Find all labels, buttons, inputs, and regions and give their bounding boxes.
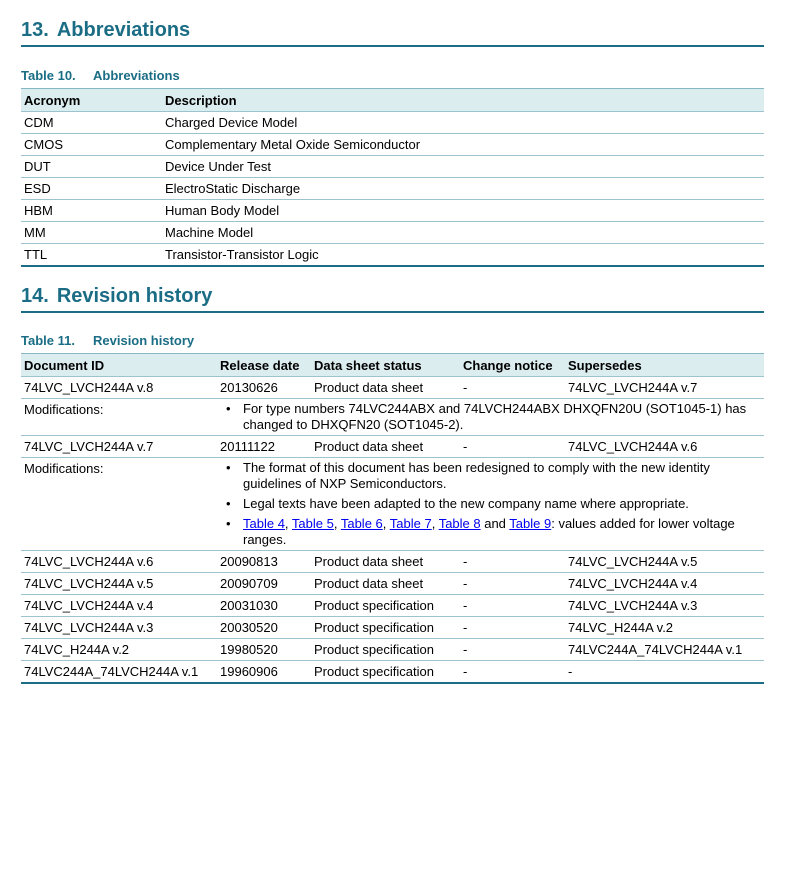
modifications-label: Modifications: (21, 458, 217, 551)
table-row (21, 156, 764, 178)
link-table-4[interactable]: Table 4 (243, 516, 285, 531)
table-row (21, 436, 764, 458)
table-row (21, 200, 764, 222)
column-header-supersedes: Supersedes (565, 354, 764, 377)
conjunction: and (480, 516, 510, 531)
document-id-cell: 74LVC_LVCH244A v.6 (21, 551, 217, 573)
acronym-cell: HBM (21, 200, 162, 222)
modification-text: Legal texts have been adapted to the new company name where appropriate. (243, 496, 689, 511)
modifications-list (220, 401, 761, 433)
section-heading-revision-history (21, 285, 764, 313)
table-title: Revision history (93, 333, 195, 348)
release-date-cell: 19980520 (217, 639, 311, 661)
table-row (21, 377, 764, 399)
status-cell: Product data sheet (311, 573, 460, 595)
abbreviations-table (21, 88, 764, 267)
release-date-cell: 19960906 (217, 661, 311, 684)
column-header-data-sheet-status: Data sheet status (311, 354, 460, 377)
column-header-release-date: Release date (217, 354, 311, 377)
acronym-cell: CDM (21, 112, 162, 134)
document-id-cell: 74LVC_LVCH244A v.4 (21, 595, 217, 617)
release-date-cell: 20090813 (217, 551, 311, 573)
document-id-cell: 74LVC_H244A v.2 (21, 639, 217, 661)
bullet-icon: • (226, 401, 231, 416)
release-date-cell: 20090709 (217, 573, 311, 595)
description-cell: Charged Device Model (162, 112, 764, 134)
table-header-row (21, 354, 764, 377)
table-row (21, 661, 764, 684)
table-number: Table 11. (21, 333, 75, 348)
change-notice-cell: - (460, 377, 565, 399)
description-cell: Human Body Model (162, 200, 764, 222)
section-number: 14. (21, 285, 49, 307)
link-table-5[interactable]: Table 5 (291, 516, 334, 531)
table-row (21, 244, 764, 267)
supersedes-cell: 74LVC_LVCH244A v.3 (565, 595, 764, 617)
release-date-cell: 20130626 (217, 377, 311, 399)
modifications-row (21, 458, 764, 551)
link-table-6[interactable]: Table 6 (340, 516, 383, 531)
supersedes-cell: 74LVC_H244A v.2 (565, 617, 764, 639)
supersedes-cell: 74LVC_LVCH244A v.5 (565, 551, 764, 573)
table-row (21, 639, 764, 661)
acronym-cell: CMOS (21, 134, 162, 156)
change-notice-cell: - (460, 573, 565, 595)
document-id-cell: 74LVC_LVCH244A v.3 (21, 617, 217, 639)
status-cell: Product specification (311, 617, 460, 639)
table-number: Table 10. (21, 68, 76, 83)
status-cell: Product specification (311, 661, 460, 684)
acronym-cell: TTL (21, 244, 162, 267)
modification-item (220, 496, 761, 512)
modification-text: The format of this document has been redesigned to comply with the new identity guidelines of NXP Semiconductors. (243, 460, 710, 491)
column-header-document-id: Document ID (21, 354, 217, 377)
table-row (21, 134, 764, 156)
modification-item (220, 401, 761, 433)
link-table-7[interactable]: Table 7 (389, 516, 432, 531)
modifications-list (220, 460, 761, 548)
table-row (21, 573, 764, 595)
bullet-icon: • (226, 460, 231, 475)
acronym-cell: DUT (21, 156, 162, 178)
bullet-icon: • (226, 496, 231, 511)
change-notice-cell: - (460, 661, 565, 684)
modifications-row (21, 399, 764, 436)
status-cell: Product specification (311, 639, 460, 661)
release-date-cell: 20031030 (217, 595, 311, 617)
acronym-cell: MM (21, 222, 162, 244)
section-title: Revision history (56, 285, 213, 307)
description-cell: Complementary Metal Oxide Semiconductor (162, 134, 764, 156)
supersedes-cell: 74LVC_LVCH244A v.7 (565, 377, 764, 399)
separator: , (333, 516, 341, 531)
column-header-acronym: Acronym (21, 89, 162, 112)
change-notice-cell: - (460, 436, 565, 458)
supersedes-cell: 74LVC_LVCH244A v.6 (565, 436, 764, 458)
release-date-cell: 20111122 (217, 436, 311, 458)
document-id-cell: 74LVC_LVCH244A v.7 (21, 436, 217, 458)
table-row (21, 112, 764, 134)
separator: , (382, 516, 390, 531)
section-number: 13. (21, 19, 49, 41)
change-notice-cell: - (460, 595, 565, 617)
link-table-9[interactable]: Table 9 (509, 516, 552, 531)
description-cell: ElectroStatic Discharge (162, 178, 764, 200)
modification-item (220, 460, 761, 492)
column-header-description: Description (162, 89, 764, 112)
separator: , (431, 516, 439, 531)
supersedes-cell: - (565, 661, 764, 684)
document-id-cell: 74LVC_LVCH244A v.8 (21, 377, 217, 399)
change-notice-cell: - (460, 617, 565, 639)
revision-history-table (21, 353, 764, 684)
modification-item (220, 516, 761, 548)
document-id-cell: 74LVC_LVCH244A v.5 (21, 573, 217, 595)
separator: , (284, 516, 292, 531)
link-table-8[interactable]: Table 8 (438, 516, 481, 531)
status-cell: Product data sheet (311, 551, 460, 573)
modifications-label: Modifications: (21, 399, 217, 436)
status-cell: Product specification (311, 595, 460, 617)
supersedes-cell: 74LVC244A_74LVCH244A v.1 (565, 639, 764, 661)
column-header-change-notice: Change notice (460, 354, 565, 377)
table-caption-revision-history (21, 333, 194, 348)
modifications-cell (217, 458, 764, 551)
table-row (21, 222, 764, 244)
table-row (21, 595, 764, 617)
section-title: Abbreviations (56, 19, 191, 41)
table-row (21, 178, 764, 200)
modification-text: For type numbers 74LVC244ABX and 74LVCH244ABX DHXQFN20U (SOT1045-1) has changed to DHXQFN20 (SOT1045-2). (243, 401, 747, 432)
bullet-icon: • (226, 516, 231, 531)
table-title: Abbreviations (93, 68, 180, 83)
document-id-cell: 74LVC244A_74LVCH244A v.1 (21, 661, 217, 684)
status-cell: Product data sheet (311, 436, 460, 458)
table-header-row (21, 89, 764, 112)
modification-text: : values added for lower voltage ranges. (243, 516, 735, 547)
section-heading-abbreviations (21, 19, 764, 47)
acronym-cell: ESD (21, 178, 162, 200)
supersedes-cell: 74LVC_LVCH244A v.4 (565, 573, 764, 595)
description-cell: Transistor-Transistor Logic (162, 244, 764, 267)
release-date-cell: 20030520 (217, 617, 311, 639)
table-caption-abbreviations (21, 68, 180, 83)
change-notice-cell: - (460, 639, 565, 661)
table-row (21, 617, 764, 639)
modifications-cell (217, 399, 764, 436)
table-row (21, 551, 764, 573)
description-cell: Machine Model (162, 222, 764, 244)
change-notice-cell: - (460, 551, 565, 573)
status-cell: Product data sheet (311, 377, 460, 399)
description-cell: Device Under Test (162, 156, 764, 178)
